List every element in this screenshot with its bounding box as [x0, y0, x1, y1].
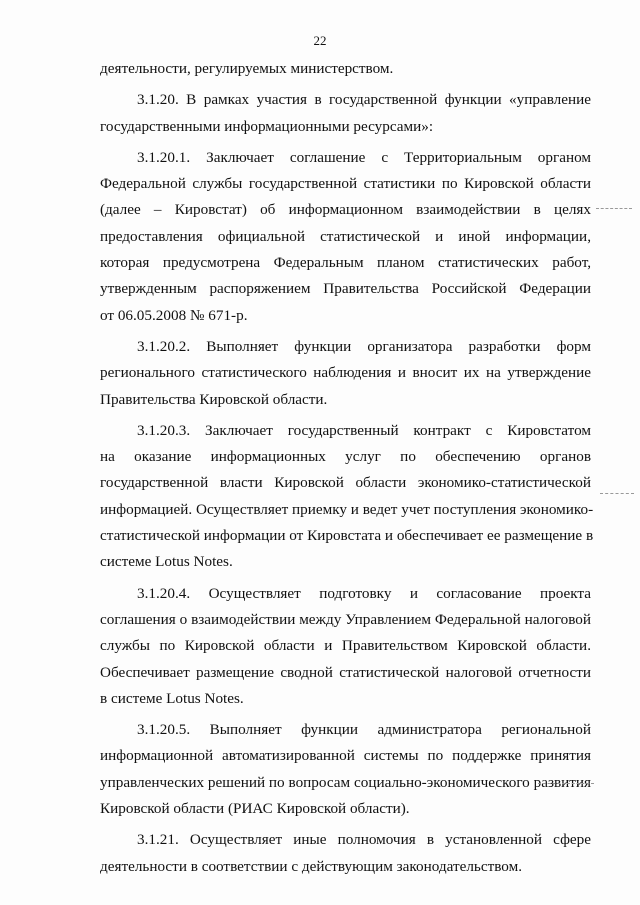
text-line: деятельности, регулируемых министерством. [100, 60, 394, 77]
text-line: управленческих решений по вопросам социально-экономического развития [100, 773, 591, 791]
text-line: 3.1.20.1. Заключает соглашение с Территориальным органом [137, 148, 591, 166]
text-line: 3.1.20. В рамках участия в государственной функции «управление [137, 91, 591, 109]
text-line: информационной автоматизированной системы по поддержке принятия [100, 747, 591, 765]
scan-artifact-line [596, 208, 632, 209]
text-line: 3.1.21. Осуществляет иные полномочия в установленной сфере [137, 831, 591, 849]
text-line: Обеспечивает размещение сводной статистической налоговой отчетности [100, 663, 591, 681]
text-line: статистической информации от Кировстата и обеспечивает ее размещение в [100, 527, 594, 545]
scan-artifact-line [600, 493, 634, 494]
text-line: утвержденным распоряжением Правительства Российской Федерации [100, 280, 591, 298]
text-line: государственной власти Кировской области экономико-статистической [100, 474, 591, 492]
text-line: службы по Кировской области и Правительством Кировской области. [100, 637, 591, 655]
text-line: системе Lotus Notes. [100, 553, 233, 571]
text-line: от 06.05.2008 № 671-р. [100, 306, 248, 324]
text-line: в системе Lotus Notes. [100, 689, 244, 707]
text-line: государственными информационными ресурсами»: [100, 117, 434, 135]
text-line: 3.1.20.4. Осуществляет подготовку и согласование проекта [137, 584, 591, 602]
text-line: деятельности в соответствии с действующим законодательством. [100, 857, 522, 875]
text-line: которая предусмотрена Федеральным планом статистических работ, [100, 254, 591, 272]
text-line: 3.1.20.2. Выполняет функции организатора разработки форм [137, 337, 591, 355]
text-line: 3.1.20.3. Заключает государственный контракт с Кировстатом [137, 421, 591, 439]
text-line: предоставления официальной статистической и иной информации, [100, 227, 591, 245]
text-line: Федеральной службы государственной статистики по Кировской области [100, 175, 591, 193]
text-line: Правительства Кировской области. [100, 390, 328, 408]
page-number: 22 [313, 33, 327, 48]
text-line: информацией. Осуществляет приемку и ведет учет поступления экономико- [100, 500, 594, 518]
scan-artifact-line [538, 783, 594, 784]
text-line: соглашения о взаимодействии между Управлением Федеральной налоговой [100, 610, 591, 628]
text-line: 3.1.20.5. Выполняет функции администратора региональной [137, 721, 591, 739]
text-line: Кировской области (РИАС Кировской области). [100, 800, 410, 818]
document-body [100, 56, 594, 880]
text-line: на оказание информационных услуг по обеспечению органов [100, 448, 591, 466]
text-line: регионального статистического наблюдения и вносит их на утверждение [100, 364, 591, 382]
text-line: (далее – Кировстат) об информационном взаимодействии в целях [100, 201, 591, 219]
